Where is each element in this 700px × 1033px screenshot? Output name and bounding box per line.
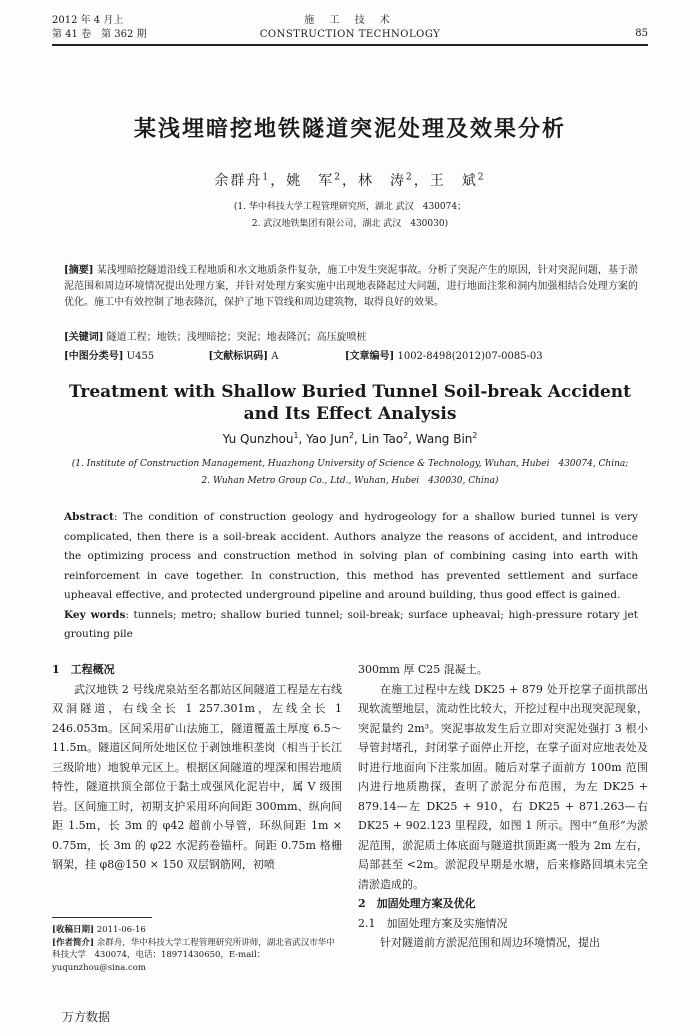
author-name-en: Yao Jun bbox=[306, 432, 350, 446]
affiliation-cn-1: (1. 华中科技大学工程管理研究所，湖北 武汉 430074； bbox=[233, 202, 467, 212]
keywords-cn-text: 隧道工程；地铁；浅埋暗挖；突泥；地表隆沉；高压旋喷桩 bbox=[106, 332, 367, 343]
body-paragraph: 300mm 厚 C25 混凝土。 bbox=[358, 663, 488, 676]
author-list-cn: 余群舟$^1$，姚 军$^2$，林 涛$^2$，王 斌$^2$ bbox=[214, 172, 486, 189]
body-paragraph: 武汉地铁 2 号线虎泉站至名都站区间隧道工程是左右线双洞隧道，右线全长 1 257.301m，左线全长 1 246.053m。区间采用矿山法施工，隧道覆盖土厚度 6.5～11.5m。隧道区间所处地区位于剥蚀堆积垄岗（相当于长江三级阶地）地貌单元区上。根据区间隧道的埋深和围岩地质特性，隧道拱顶全部位于黏土或强风化泥岩中，属 V 级围岩。区间施工时，初期支护采用环向间距 300mm、纵向间距 1.5m，长 3m 的 φ42 超前小导管，环纵间距 1m × 0.75m，长 3m 的 φ22 水泥药卷锚杆。间距 0.75m 格栅钢架，挂 φ8@150 × 150 双层钢筋网，初喷 bbox=[52, 682, 342, 871]
doc-code-label: [文献标识码] bbox=[208, 351, 269, 362]
header-volume: 第 41 卷 第 362 期 bbox=[52, 29, 147, 40]
abstract-en: Abstract: The condition of construction geology and hydrogeology for a shallow buried tunnel is very complicated, then there is a soil-break accident. Authors analyze the reasons of accident, and introduce the optimizing process and construction method in solving plan of combining casing into earth with reinforcement in cave together. In construction, this method has prevented settlement and surface upheaval effective, and protected underground pipeline and around building, thus good effect is gained. Key words: tunnels; metro; shallow buried tunnel; soil-break; surface upheaval; high-pressure rotary jet grouting pile bbox=[64, 511, 638, 640]
article-title-cn: 某浅埋暗挖地铁隧道突泥处理及效果分析 bbox=[133, 116, 566, 142]
article-number-label: [文章编号] bbox=[344, 351, 395, 362]
doc-code-value: A bbox=[271, 351, 279, 362]
author-bio-text: 余群舟，华中科技大学工程管理研究所讲师，湖北省武汉市华中科技大学 430074，电话：18971430650，E-mail：yuqunzhou@sina.com bbox=[52, 937, 335, 973]
abstract-cn-text: 某浅埋暗挖隧道沿线工程地质和水文地质条件复杂，施工中发生突泥事故。分析了突泥产生的原因，针对突泥问题，基于淤泥范围和周边环境情况提出处理方案，并针对处理方案实施中出现地表隆起过大问题，进行地面注浆和洞内加强相结合处理方案的优化。施工中有效控制了地表隆沉，保护了地下管线和周边建筑物，取得良好的效果。 bbox=[64, 265, 638, 308]
clc-label: [中图分类号] bbox=[64, 351, 124, 362]
body-column-left bbox=[52, 660, 342, 875]
page-number: 85 bbox=[635, 28, 648, 39]
author-bio bbox=[52, 937, 342, 975]
abstract-en-label: Abstract bbox=[64, 511, 114, 523]
author-affil-mark: 2 bbox=[334, 172, 342, 183]
author-affil-mark: 2 bbox=[477, 172, 486, 183]
received-label: [收稿日期] bbox=[52, 925, 95, 935]
body-paragraph: 在施工过程中左线 DK25 + 879 处开挖掌子面拱部出现软流塑地层，流动性比较大，开挖过程中出现突泥现象，突泥量约 2m³。突泥事故发生后立即对突泥处强打 3 根小导管封堵孔，封闭掌子面停止开挖，在掌子面对应地表处及时进行地面向下注浆加固。随后对掌子面前方 100m 范围内进行地质勘探，查明了淤泥分布范围，为左 DK25 + 879.14—左 DK25 + 910，右 DK25 + 871.263—右 DK25 + 902.123 里程段，如图 1 所示。图中“鱼形”为淤泥范围，淤泥质土体底面与隧道拱顶距离一般为 2m 左右，局部甚至 <2m。淤泥段早期是水塘，后来修路回填未完全清淤造成的。 bbox=[358, 682, 648, 891]
received-value: 2011-06-16 bbox=[96, 925, 146, 935]
keywords-en-text: tunnels; metro; shallow buried tunnel; soil-break; surface upheaval; high-pressure rotary jet grouting pile bbox=[64, 608, 638, 640]
abstract-cn-label: [摘要] bbox=[64, 265, 94, 276]
body-paragraph: 针对隧道前方淤泥范围和周边环境情况，提出 bbox=[380, 936, 600, 949]
author-bio-label: [作者简介] bbox=[52, 937, 95, 948]
received-date bbox=[52, 924, 342, 937]
author-affil-mark: 2 bbox=[349, 431, 355, 440]
header-divider bbox=[52, 44, 648, 46]
author-affil-mark: 2 bbox=[403, 431, 409, 440]
classification-line bbox=[64, 349, 638, 365]
author-name: 林 涛 bbox=[358, 173, 406, 189]
author-name: 姚 军 bbox=[286, 173, 335, 189]
article-title-en bbox=[0, 381, 700, 425]
header-date: 2012 年 4 月上 bbox=[52, 15, 124, 26]
author-list-en: Yu Qunzhou$^1$, Yao Jun$^2$, Lin Tao$^2$, Wang Bin$^2$ bbox=[222, 431, 478, 446]
journal-name bbox=[0, 14, 700, 42]
abstract-cn bbox=[64, 263, 638, 311]
affiliation-en-1: (1. Institute of Construction Management, Huazhong University of Science & Technology, Wuhan, Hubei 430074, China; bbox=[71, 459, 629, 469]
subsection-heading: 2.1 加固处理方案及实施情况 bbox=[358, 916, 508, 930]
journal-name-en: CONSTRUCTION TECHNOLOGY bbox=[259, 29, 441, 40]
author-name-en: Wang Bin bbox=[415, 432, 473, 446]
abstract-en-text: The condition of construction geology and hydrogeology for a shallow buried tunnel is very complicated, then there is a soil-break accident. Authors analyze the reasons of accident, and introduce the optimizing process and construction method in solving plan of combining casing into earth with reinforcement in cave together. In construction, this method has prevented settlement and surface upheaval effective, and protected underground pipeline and around building, thus good effect is gained. bbox=[64, 511, 638, 601]
affiliation-cn-2: 2. 武汉地铁集团有限公司，湖北 武汉 430030) bbox=[251, 219, 449, 229]
affiliation-en-2: 2. Wuhan Metro Group Co., Ltd., Wuhan, Hubei 430030, China) bbox=[201, 476, 499, 486]
author-name-en: Lin Tao bbox=[361, 432, 404, 446]
watermark: 万方数据 bbox=[62, 1010, 111, 1024]
footnote-divider bbox=[52, 917, 152, 918]
keywords-en-label: Key words bbox=[64, 608, 126, 621]
journal-name-cn: 施 工 技 术 bbox=[304, 15, 396, 26]
author-name-en: Yu Qunzhou bbox=[222, 432, 294, 446]
author-affil-mark: 1 bbox=[293, 431, 299, 440]
author-affil-mark: 2 bbox=[472, 431, 478, 440]
clc-value: U455 bbox=[126, 351, 155, 362]
article-number-value: 1002-8498(2012)07-0085-03 bbox=[397, 351, 543, 362]
author-affil-mark: 2 bbox=[406, 172, 414, 183]
keywords-cn bbox=[64, 330, 638, 346]
author-name: 王 斌 bbox=[429, 173, 478, 189]
body-column-right bbox=[358, 660, 648, 953]
footnote bbox=[52, 924, 342, 974]
author-name: 余群舟 bbox=[214, 173, 263, 189]
author-affil-mark: 1 bbox=[262, 172, 271, 183]
keywords-cn-label: [关键词] bbox=[64, 332, 104, 343]
section-heading: 1 工程概况 bbox=[52, 663, 115, 676]
article-title-en-line1: Treatment with Shallow Buried Tunnel Soil-break Accident bbox=[68, 382, 632, 402]
article-title-en-line2: and Its Effect Analysis bbox=[243, 404, 457, 424]
section-heading: 2 加固处理方案及优化 bbox=[358, 897, 476, 910]
